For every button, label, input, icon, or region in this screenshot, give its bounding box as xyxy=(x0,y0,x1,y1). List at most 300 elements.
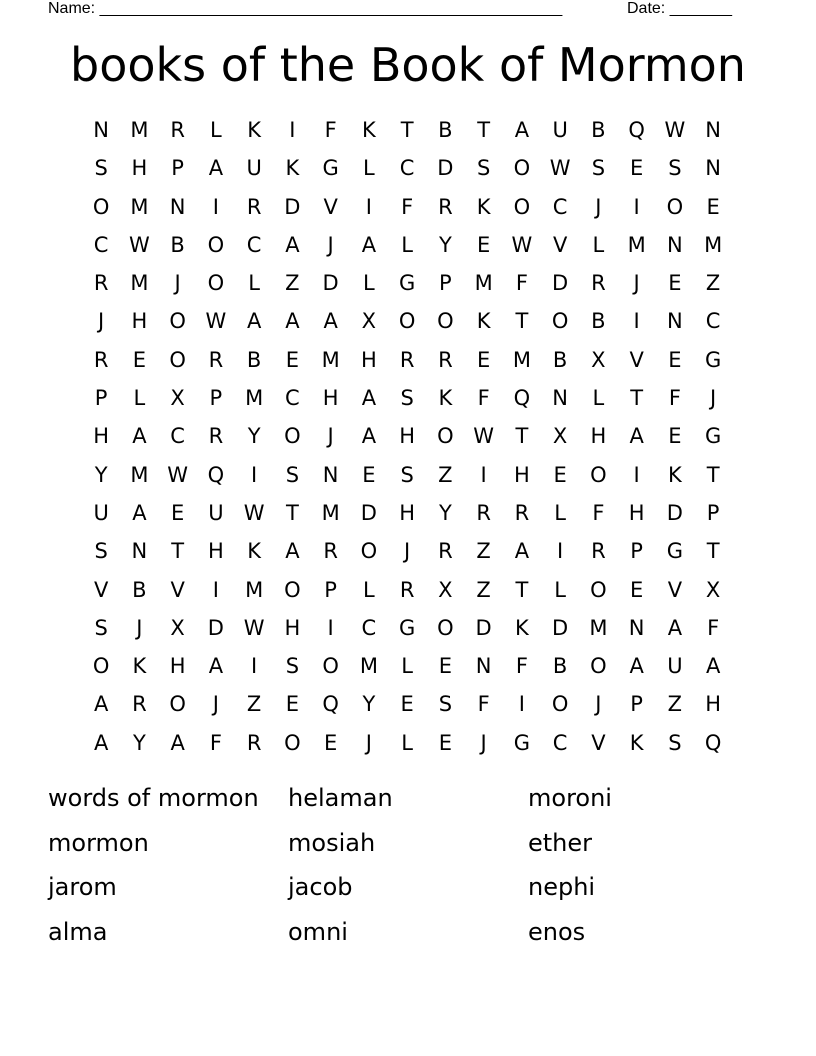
grid-letter: A xyxy=(667,615,683,640)
grid-letter: G xyxy=(666,539,684,564)
grid-letter: H xyxy=(131,156,148,181)
grid-letter: Q xyxy=(322,692,339,717)
grid-letter: Y xyxy=(94,462,108,487)
grid-letter: A xyxy=(246,309,262,334)
grid-letter: R xyxy=(438,539,453,564)
grid-letter: V xyxy=(170,577,185,602)
grid-letter: T xyxy=(285,500,299,525)
grid-letter: C xyxy=(361,615,377,640)
grid-letter: V xyxy=(323,194,338,219)
grid-letter: A xyxy=(361,386,377,411)
grid-letter: K xyxy=(247,539,262,564)
grid-letter: H xyxy=(169,654,186,679)
grid-letter: X xyxy=(170,615,185,640)
grid-letter: E xyxy=(629,156,644,181)
grid-letter: C xyxy=(399,156,415,181)
grid-letter: D xyxy=(360,500,377,525)
grid-row xyxy=(82,724,732,762)
grid-letter: H xyxy=(131,309,148,334)
grid-letter: D xyxy=(475,615,492,640)
grid-letter: V xyxy=(629,347,644,372)
grid-letter: A xyxy=(285,539,300,564)
word-list-item: helaman xyxy=(288,784,393,812)
grid-letter: P xyxy=(94,386,108,411)
grid-letter: X xyxy=(438,577,453,602)
word-list-item: nephi xyxy=(528,873,596,901)
grid-letter: A xyxy=(208,156,224,181)
grid-row xyxy=(82,264,732,302)
grid-letter: V xyxy=(591,730,606,755)
grid-letter: A xyxy=(170,730,185,755)
grid-letter: M xyxy=(130,118,149,142)
grid-letter: E xyxy=(553,462,567,487)
grid-letter: A xyxy=(285,309,300,334)
grid-letter: H xyxy=(705,692,722,717)
grid-letter: K xyxy=(629,730,644,755)
grid-letter: Y xyxy=(438,500,452,525)
grid-letter: M xyxy=(474,271,493,296)
grid-letter: T xyxy=(515,577,529,602)
grid-letter: L xyxy=(554,500,566,525)
grid-letter: R xyxy=(323,539,338,564)
grid-letter: B xyxy=(170,232,185,257)
grid-letter: F xyxy=(401,194,414,219)
grid-letter: H xyxy=(284,615,301,640)
grid-letter: O xyxy=(513,194,531,219)
grid-letter: N xyxy=(93,118,109,142)
grid-letter: H xyxy=(322,386,339,411)
grid-letter: O xyxy=(169,309,186,334)
word-list-item: mosiah xyxy=(288,828,376,857)
name-field-line: Name: ____________________________________________________ xyxy=(48,0,563,17)
grid-letter: A xyxy=(705,654,721,679)
grid-letter: O xyxy=(207,271,225,296)
grid-letter: V xyxy=(552,232,568,257)
grid-letter: M xyxy=(589,615,608,640)
grid-letter: L xyxy=(401,730,413,755)
grid-letter: A xyxy=(361,232,377,257)
grid-letter: J xyxy=(595,692,602,717)
grid-letter: Z xyxy=(246,692,262,717)
word-list-item: omni xyxy=(288,917,348,946)
grid-letter: C xyxy=(552,194,568,219)
grid-letter: O xyxy=(437,309,454,334)
grid-letter: R xyxy=(93,271,109,296)
grid-letter: A xyxy=(208,654,224,679)
grid-letter: Z xyxy=(476,539,491,564)
grid-letter: A xyxy=(629,654,644,679)
grid-letter: N xyxy=(322,462,339,487)
grid-letter: D xyxy=(284,194,301,219)
grid-letter: F xyxy=(707,615,720,640)
grid-letter: E xyxy=(285,692,300,717)
grid-letter: F xyxy=(515,654,528,679)
grid-letter: M xyxy=(321,347,340,372)
grid-letter: I xyxy=(251,462,258,487)
grid-letter: I xyxy=(289,118,296,142)
grid-letter: G xyxy=(398,271,416,296)
grid-letter: T xyxy=(706,539,720,564)
grid-letter: K xyxy=(361,118,376,142)
grid-letter: I xyxy=(251,654,258,679)
grid-letter: I xyxy=(518,692,525,717)
word-list-item: mormon xyxy=(48,828,149,857)
grid-letter: C xyxy=(552,730,568,755)
grid-letter: Q xyxy=(513,386,531,411)
grid-letter: L xyxy=(363,271,375,296)
grid-letter: B xyxy=(552,654,568,679)
grid-letter: U xyxy=(246,156,262,181)
grid-letter: O xyxy=(169,347,186,372)
grid-letter: F xyxy=(209,730,222,755)
grid-letter: C xyxy=(93,232,109,257)
grid-letter: Q xyxy=(207,462,225,487)
grid-letter: R xyxy=(514,500,530,525)
grid-letter: A xyxy=(93,692,109,717)
grid-letter: L xyxy=(133,386,146,411)
grid-letter: N xyxy=(705,156,721,181)
grid-letter: R xyxy=(399,347,415,372)
grid-letter: H xyxy=(399,424,416,449)
grid-letter: S xyxy=(668,730,682,755)
grid-letter: Q xyxy=(704,730,722,755)
grid-row xyxy=(82,417,732,455)
grid-letter: A xyxy=(132,500,147,525)
grid-row xyxy=(82,379,732,417)
grid-letter: A xyxy=(514,539,530,564)
grid-letter: M xyxy=(245,386,264,411)
grid-letter: G xyxy=(513,730,531,755)
grid-letter: M xyxy=(321,500,340,525)
grid-letter: O xyxy=(513,156,531,181)
word-list-item: moroni xyxy=(528,784,612,812)
grid-row xyxy=(82,149,732,187)
grid-letter: G xyxy=(322,156,339,181)
grid-letter: J xyxy=(633,271,640,296)
grid-letter: U xyxy=(208,500,224,525)
grid-letter: J xyxy=(327,232,334,257)
grid-letter: U xyxy=(93,500,109,525)
grid-letter: E xyxy=(629,577,644,602)
grid-letter: K xyxy=(247,118,262,142)
grid-letter: H xyxy=(399,500,416,525)
grid-letter: E xyxy=(476,347,491,372)
grid-letter: P xyxy=(630,539,643,564)
grid-row xyxy=(82,456,732,494)
grid-letter: P xyxy=(171,156,184,181)
grid-letter: E xyxy=(476,232,491,257)
grid-letter: S xyxy=(668,156,682,181)
grid-letter: R xyxy=(170,118,185,142)
grid-row xyxy=(82,494,732,532)
grid-letter: S xyxy=(400,386,414,411)
grid-letter: O xyxy=(551,692,569,717)
grid-row xyxy=(82,685,732,723)
grid-letter: X xyxy=(552,424,568,449)
word-list-item: enos xyxy=(528,917,586,946)
grid-letter: C xyxy=(170,424,185,449)
grid-letter: R xyxy=(591,539,606,564)
grid-letter: E xyxy=(362,462,376,487)
grid-letter: J xyxy=(595,194,602,219)
grid-letter: O xyxy=(322,654,339,679)
grid-letter: L xyxy=(401,232,413,257)
grid-letter: E xyxy=(285,347,300,372)
grid-letter: A xyxy=(93,730,109,755)
grid-letter: L xyxy=(248,271,260,296)
grid-letter: R xyxy=(93,347,109,372)
grid-letter: A xyxy=(285,232,300,257)
grid-letter: Z xyxy=(285,271,300,296)
grid-letter: K xyxy=(476,194,491,219)
grid-letter: S xyxy=(285,654,300,679)
grid-letter: W xyxy=(473,424,494,449)
grid-letter: O xyxy=(284,730,301,755)
grid-letter: G xyxy=(704,347,722,372)
grid-letter: D xyxy=(552,615,569,640)
grid-row xyxy=(82,647,732,685)
grid-letter: T xyxy=(400,118,414,142)
grid-letter: U xyxy=(667,654,683,679)
grid-letter: L xyxy=(592,232,605,257)
grid-letter: L xyxy=(592,386,605,411)
grid-letter: D xyxy=(552,271,569,296)
grid-letter: R xyxy=(246,730,262,755)
grid-letter: I xyxy=(365,194,372,219)
grid-letter: H xyxy=(628,500,645,525)
grid-letter: A xyxy=(361,424,377,449)
grid-letter: P xyxy=(630,692,643,717)
grid-letter: W xyxy=(243,615,265,640)
grid-letter: W xyxy=(243,500,265,525)
grid-letter: Z xyxy=(476,577,491,602)
grid-letter: S xyxy=(285,462,300,487)
grid-letter: N xyxy=(169,194,186,219)
grid-letter: R xyxy=(591,271,606,296)
grid-letter: K xyxy=(667,462,682,487)
grid-letter: D xyxy=(437,156,454,181)
grid-letter: C xyxy=(285,386,300,411)
grid-letter: O xyxy=(551,309,569,334)
grid-letter: G xyxy=(398,615,416,640)
grid-letter: T xyxy=(515,424,529,449)
grid-letter: L xyxy=(210,118,222,142)
grid-letter: M xyxy=(627,232,646,257)
grid-letter: I xyxy=(212,194,219,219)
grid-row xyxy=(82,226,732,264)
grid-letter: I xyxy=(557,539,564,564)
grid-letter: O xyxy=(590,462,607,487)
word-list-item: alma xyxy=(48,917,108,946)
grid-letter: W xyxy=(549,156,571,181)
grid-letter: X xyxy=(361,309,377,334)
grid-letter: R xyxy=(438,194,453,219)
word-list-item: jacob xyxy=(288,873,353,901)
grid-letter: N xyxy=(705,118,721,142)
grid-letter: X xyxy=(705,577,721,602)
grid-letter: P xyxy=(439,271,452,296)
grid-letter: K xyxy=(514,615,529,640)
grid-letter: A xyxy=(514,118,530,142)
grid-letter: R xyxy=(438,347,453,372)
grid-letter: L xyxy=(401,654,413,679)
grid-letter: K xyxy=(438,386,453,411)
grid-letter: R xyxy=(208,424,224,449)
grid-row xyxy=(82,111,732,149)
grid-letter: H xyxy=(93,424,110,449)
grid-letter: O xyxy=(92,194,110,219)
grid-letter: E xyxy=(400,692,414,717)
grid-letter: F xyxy=(324,118,337,142)
grid-letter: H xyxy=(207,539,224,564)
grid-letter: F xyxy=(515,271,528,296)
word-list-item: ether xyxy=(528,828,593,857)
word-list-item: words of mormon xyxy=(48,784,259,812)
grid-letter: E xyxy=(668,347,682,372)
grid-letter: T xyxy=(171,539,185,564)
grid-letter: O xyxy=(437,615,454,640)
grid-letter: P xyxy=(209,386,223,411)
grid-letter: S xyxy=(400,462,414,487)
letter-grid xyxy=(82,111,732,762)
grid-letter: F xyxy=(477,386,490,411)
grid-letter: M xyxy=(130,194,149,219)
grid-letter: S xyxy=(591,156,606,181)
grid-letter: I xyxy=(212,577,219,602)
grid-letter: O xyxy=(92,654,110,679)
grid-letter: J xyxy=(480,730,487,755)
grid-letter: N xyxy=(667,232,683,257)
grid-letter: Y xyxy=(132,730,146,755)
grid-letter: D xyxy=(322,271,339,296)
grid-letter: O xyxy=(360,539,378,564)
grid-letter: B xyxy=(438,118,453,142)
grid-letter: Y xyxy=(362,692,376,717)
grid-letter: K xyxy=(285,156,300,181)
grid-letter: O xyxy=(284,424,301,449)
grid-letter: E xyxy=(323,730,338,755)
grid-letter: L xyxy=(554,577,566,602)
grid-letter: K xyxy=(476,309,491,334)
grid-letter: C xyxy=(705,309,721,334)
grid-letter: E xyxy=(668,271,682,296)
grid-letter: E xyxy=(668,424,682,449)
word-list-item: jarom xyxy=(48,873,117,901)
grid-row xyxy=(82,341,732,379)
grid-letter: M xyxy=(359,654,378,679)
grid-letter: I xyxy=(633,194,640,219)
word-list xyxy=(48,776,768,954)
grid-letter: J xyxy=(710,386,717,411)
grid-letter: O xyxy=(207,232,225,257)
grid-letter: W xyxy=(128,232,150,257)
grid-letter: X xyxy=(591,347,606,372)
grid-letter: S xyxy=(94,156,108,181)
grid-letter: E xyxy=(132,347,147,372)
grid-letter: O xyxy=(169,692,186,717)
grid-letter: B xyxy=(591,118,606,142)
grid-letter: P xyxy=(324,577,337,602)
grid-letter: W xyxy=(167,462,188,487)
grid-letter: N xyxy=(667,309,683,334)
grid-letter: H xyxy=(513,462,530,487)
grid-letter: R xyxy=(208,347,224,372)
grid-letter: A xyxy=(323,309,338,334)
grid-letter: O xyxy=(590,577,607,602)
grid-letter: T xyxy=(515,309,529,334)
grid-letter: R xyxy=(399,577,415,602)
grid-letter: J xyxy=(365,730,372,755)
grid-letter: H xyxy=(590,424,607,449)
grid-row xyxy=(82,532,732,570)
grid-letter: Z xyxy=(438,462,453,487)
grid-row xyxy=(82,571,732,609)
grid-letter: M xyxy=(704,232,723,257)
grid-letter: E xyxy=(706,194,720,219)
grid-letter: E xyxy=(170,500,185,525)
grid-letter: J xyxy=(327,424,334,449)
grid-letter: M xyxy=(130,271,149,296)
grid-letter: H xyxy=(360,347,377,372)
grid-letter: J xyxy=(98,309,105,334)
grid-letter: J xyxy=(404,539,411,564)
grid-letter: O xyxy=(398,309,416,334)
grid-letter: M xyxy=(245,577,264,602)
grid-letter: R xyxy=(132,692,147,717)
grid-letter: S xyxy=(94,615,108,640)
grid-letter: R xyxy=(476,500,491,525)
grid-letter: Y xyxy=(247,424,261,449)
grid-letter: V xyxy=(93,577,109,602)
grid-letter: T xyxy=(477,118,491,142)
grid-letter: A xyxy=(132,424,147,449)
grid-row xyxy=(82,302,732,340)
grid-letter: D xyxy=(207,615,224,640)
grid-letter: W xyxy=(205,309,227,334)
grid-letter: M xyxy=(512,347,531,372)
grid-letter: A xyxy=(629,424,644,449)
grid-letter: R xyxy=(246,194,262,219)
grid-letter: I xyxy=(633,309,640,334)
grid-letter: F xyxy=(592,500,605,525)
grid-letter: E xyxy=(438,654,453,679)
grid-letter: W xyxy=(664,118,686,142)
grid-letter: K xyxy=(132,654,147,679)
grid-letter: I xyxy=(633,462,640,487)
grid-letter: W xyxy=(511,232,533,257)
grid-letter: T xyxy=(706,462,720,487)
grid-letter: L xyxy=(363,156,375,181)
grid-letter: Z xyxy=(705,271,721,296)
grid-letter: G xyxy=(704,424,722,449)
grid-letter: J xyxy=(174,271,181,296)
grid-row xyxy=(82,188,732,226)
grid-letter: V xyxy=(667,577,683,602)
grid-letter: N xyxy=(628,615,645,640)
grid-letter: Q xyxy=(628,118,645,142)
grid-letter: O xyxy=(666,194,684,219)
grid-letter: L xyxy=(363,577,375,602)
grid-letter: S xyxy=(476,156,491,181)
grid-letter: I xyxy=(327,615,334,640)
grid-letter: B xyxy=(132,577,147,602)
grid-letter: N xyxy=(552,386,568,411)
grid-letter: J xyxy=(136,615,143,640)
grid-letter: N xyxy=(131,539,148,564)
grid-letter: N xyxy=(475,654,492,679)
grid-letter: S xyxy=(438,692,453,717)
grid-letter: F xyxy=(477,692,490,717)
